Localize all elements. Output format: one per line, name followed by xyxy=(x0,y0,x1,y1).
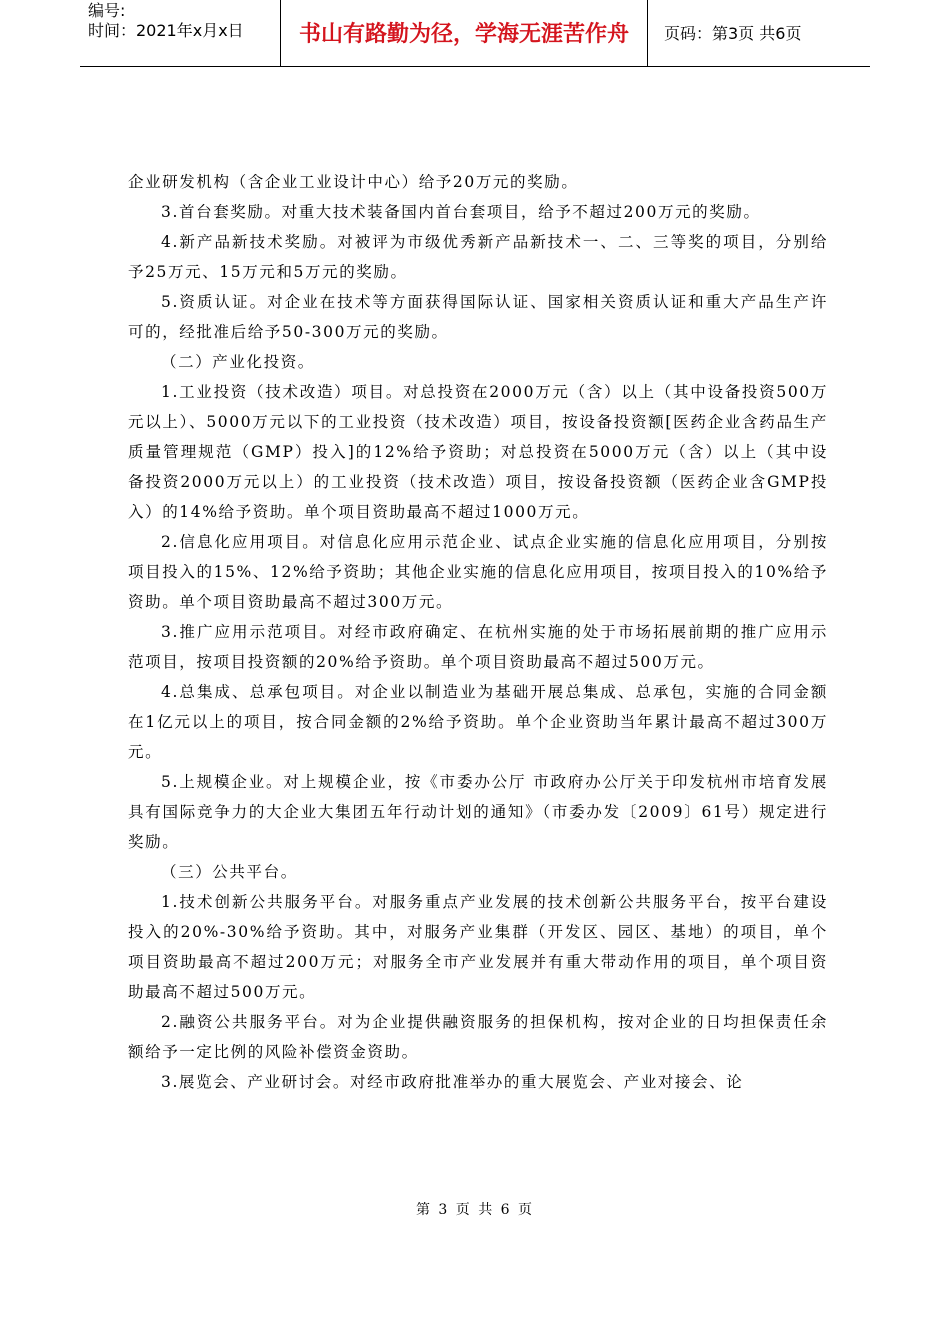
paragraph: 4.总集成、总承包项目。对企业以制造业为基础开展总集成、总承包，实施的合同金额在1亿元以上的项目，按合同金额的2%给予资助。单个企业资助当年累计最高不超过300万元。 xyxy=(128,683,828,761)
paragraph: 1.工业投资（技术改造）项目。对总投资在2000万元（含）以上（其中设备投资500万元以上）、5000万元以下的工业投资（技术改造）项目，按设备投资额[医药企业含药品生产质量管理规范（GMP）投入]的12%给予资助；对总投资在5000万元（含）以上（其中设备投资2000万元以上）的工业投资（技术改造）项目，按设备投资额（医药企业含GMP投入）的14%给予资助。单个项目资助最高不超过1000万元。 xyxy=(128,383,828,521)
section-heading: （二）产业化投资。 xyxy=(161,353,315,371)
paragraph: 4.新产品新技术奖励。对被评为市级优秀新产品新技术一、二、三等奖的项目，分别给予25万元、15万元和5万元的奖励。 xyxy=(128,233,828,281)
header-page-info: 页码：第3页 共6页 xyxy=(664,24,802,43)
header-motto: 书山有路勤为径，学海无涯苦作舟 xyxy=(298,22,629,47)
document-header xyxy=(80,0,870,67)
paragraph: 5.资质认证。对企业在技术等方面获得国际认证、国家相关资质认证和重大产品生产许可的，经批准后给予50-300万元的奖励。 xyxy=(128,293,828,341)
header-motto-cell xyxy=(280,0,648,66)
page-footer: 第 3 页 共 6 页 xyxy=(415,1202,535,1218)
header-page-cell xyxy=(648,0,870,66)
paragraph: 2.信息化应用项目。对信息化应用示范企业、试点企业实施的信息化应用项目，分别按项目投入的15%、12%给予资助；其他企业实施的信息化应用项目，按项目投入的10%给予资助。单个项目资助最高不超过300万元。 xyxy=(128,533,828,611)
document-number-label: 编号: xyxy=(88,1,126,20)
section-heading: （三）公共平台。 xyxy=(161,863,298,881)
paragraph: 3.首台套奖励。对重大技术装备国内首台套项目，给予不超过200万元的奖励。 xyxy=(161,203,761,221)
paragraph: 3.推广应用示范项目。对经市政府确定、在杭州实施的处于市场拓展前期的推广应用示范项目，按项目投资额的20%给予资助。单个项目资助最高不超过500万元。 xyxy=(128,623,828,671)
document-time-label: 时间：2021年x月x日 xyxy=(88,21,244,40)
paragraph: 5.上规模企业。对上规模企业，按《市委办公厅 市政府办公厅关于印发杭州市培育发展具有国际竞争力的大企业大集团五年行动计划的通知》（市委办发〔2009〕61号）规定进行奖励。 xyxy=(128,773,828,851)
paragraph: 3.展览会、产业研讨会。对经市政府批准举办的重大展览会、产业对接会、论 xyxy=(161,1073,744,1091)
paragraph-continued: 企业研发机构（含企业工业设计中心）给予20万元的奖励。 xyxy=(128,173,579,191)
paragraph: 1.技术创新公共服务平台。对服务重点产业发展的技术创新公共服务平台，按平台建设投入的20%-30%给予资助。其中，对服务产业集群（开发区、园区、基地）的项目，单个项目资助最高不超过200万元；对服务全市产业发展并有重大带动作用的项目，单个项目资助最高不超过500万元。 xyxy=(128,893,828,1001)
document-body xyxy=(128,167,828,1097)
header-meta-cell xyxy=(80,0,280,66)
paragraph: 2.融资公共服务平台。对为企业提供融资服务的担保机构，按对企业的日均担保责任余额给予一定比例的风险补偿资金资助。 xyxy=(128,1013,828,1061)
